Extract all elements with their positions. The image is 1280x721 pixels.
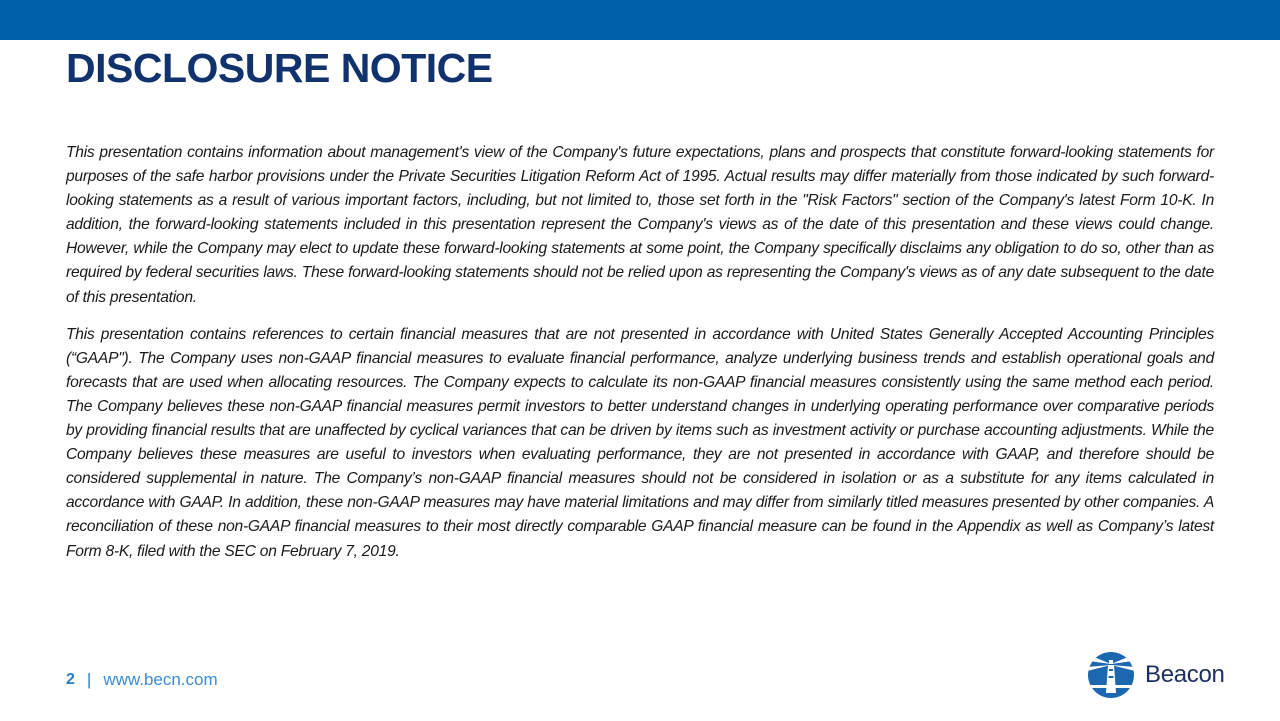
beacon-logo [1087,651,1225,699]
page-number: 2 [66,671,75,688]
footer-separator: | [86,670,92,689]
page-title: DISCLOSURE NOTICE [66,45,493,91]
non-gaap-paragraph: This presentation contains references to certain financial measures that are not presented in accordance with United States Generally Accepted Accounting Principles (“GAAP"). The Company uses non-GAAP financial measures to evaluate financial performance, analyze underlying business trends and establish operational goals and forecasts that are used when allocating resources. The Company expects to calculate its non-GAAP financial measures consistently using the same method each period. The Company believes these non-GAAP financial measures permit investors to better understand changes in underlying operating performance over comparative periods by providing financial results that are unaffected by cyclical variances that can be driven by items such as investment activity or purchase accounting adjustments. While the Company believes these measures are useful to investors when evaluating performance, they are not presented in accordance with GAAP, and therefore should be considered supplemental in nature. The Company’s non-GAAP financial measures should not be considered in isolation or as a substitute for any items calculated in accordance with GAAP. In addition, these non-GAAP measures may have material limitations and may differ from similarly titled measures presented by other companies. A reconciliation of these non-GAAP financial measures to their most directly comparable GAAP financial measure can be found in the Appendix as well as Company’s latest Form 8-K, filed with the SEC on February 7, 2019. [66,325,1214,560]
website-link[interactable]: www.becn.com [103,670,218,689]
beacon-lighthouse-icon [1087,651,1135,699]
logo-wordmark: Beacon [1145,661,1225,688]
disclosure-body [66,141,1214,564]
footer [66,668,218,692]
forward-looking-paragraph: This presentation contains information about management's view of the Company's future expectations, plans and prospects that constitute forward-looking statements for purposes of the safe harbor provisions under the Private Securities Litigation Reform Act of 1995. Actual results may differ materially from those indicated by such forward-looking statements as a result of various important factors, including, but not limited to, those set forth in the "Risk Factors" section of the Company's latest Form 10-K. In addition, the forward-looking statements included in this presentation represent the Company's views as of the date of this presentation and these views could change. However, while the Company may elect to update these forward-looking statements at some point, the Company specifically disclaims any obligation to do so, other than as required by federal securities laws. These forward-looking statements should not be relied upon as representing the Company's views as of any date subsequent to the date of this presentation. [66,144,1214,306]
top-bar [0,0,1280,40]
